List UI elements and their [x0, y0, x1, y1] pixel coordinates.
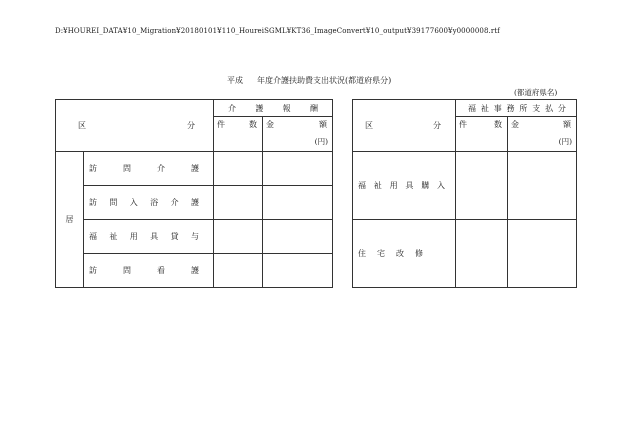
kensu-header: 件 数	[214, 117, 263, 152]
kensu-cell[interactable]	[456, 152, 508, 220]
kingaku-header: 金 額 (円)	[508, 117, 577, 152]
kingaku-header: 金 額 (円)	[263, 117, 333, 152]
kensu-cell[interactable]	[214, 152, 263, 186]
group-label: 居	[56, 152, 84, 288]
row-label: 福 祉 用 具 購 入	[353, 152, 456, 220]
kensu-cell[interactable]	[214, 220, 263, 254]
title-era: 平成	[227, 76, 243, 85]
kubun-header: 区 分	[56, 100, 214, 152]
kaigo-hoshu-header: 介 護 報 酬	[214, 100, 333, 117]
welfare-office-table	[352, 99, 577, 288]
row-label: 訪 問 介 護	[84, 152, 214, 186]
kensu-cell[interactable]	[456, 220, 508, 288]
row-label: 福 祉 用 具 貸 与	[84, 220, 214, 254]
jimusho-header: 福 祉 事 務 所 支 払 分	[456, 100, 577, 117]
kingaku-cell[interactable]	[263, 220, 333, 254]
kingaku-cell[interactable]	[263, 186, 333, 220]
kensu-cell[interactable]	[214, 254, 263, 288]
kingaku-cell[interactable]	[263, 152, 333, 186]
row-label: 訪 問 看 護	[84, 254, 214, 288]
kubun-header: 区 分	[353, 100, 456, 152]
file-path: D:¥HOUREI_DATA¥10_Migration¥20180101¥110_HoureiSGML¥KT36_ImageConvert¥10_output¥39177600¥y0000008.rtf	[55, 27, 500, 35]
prefecture-label: (都道府県名)	[514, 88, 558, 97]
kingaku-cell[interactable]	[508, 152, 577, 220]
title-text: 年度介護扶助費支出状況(都道府県分)	[257, 76, 392, 85]
kensu-header: 件 数	[456, 117, 508, 152]
kensu-cell[interactable]	[214, 186, 263, 220]
page-title	[227, 75, 391, 86]
yen-unit: (円)	[558, 137, 572, 146]
kingaku-cell[interactable]	[263, 254, 333, 288]
row-label: 住 宅 改 修	[353, 220, 456, 288]
care-fee-table	[55, 99, 333, 288]
yen-unit: (円)	[314, 137, 328, 146]
kingaku-cell[interactable]	[508, 220, 577, 288]
row-label: 訪 問 入 浴 介 護	[84, 186, 214, 220]
